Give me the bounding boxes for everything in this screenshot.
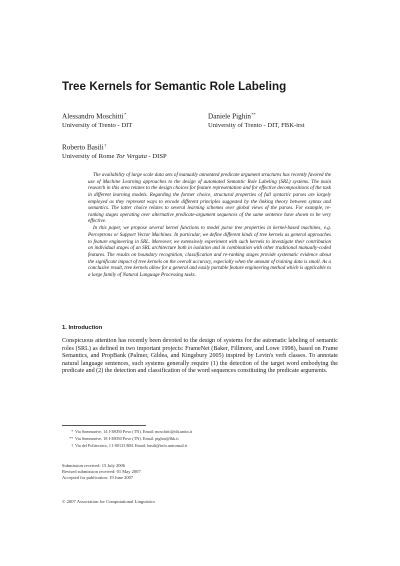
author-affiliation: University of Rome Tor Vergata - DISP [62,152,167,160]
footnote-mark: † [71,443,73,448]
copyright-notice: © 2007 Association for Computational Linguistics [62,499,155,504]
intro-paragraph: Conspicuous attention has recently been devoted to the design of systems for the automatic labeling of semantic roles (SRL) as defined in two important projects: FrameNet (Baker, Fillmore, and Lowe 1998), based on Frame Semantics, and PropBank (Palmer, Gildea, and Kingsbury 2005) inspired by Levin's verb classes. To annotate natural language sentences, such systems generally require (1) the detection of the target word embodying the predicate and (2) the detection and classification of the word sequences constituting the predicate arguments. [62,338,338,375]
paper-title: Tree Kernels for Semantic Role Labeling [62,80,287,93]
section-heading: 1. Introduction [62,325,103,331]
history-line: Submission received: 15 July 2006 [62,463,125,468]
footnote: * Via Sommarive, 14 I-38050 Povo (TN). Email: moschitti@dit.unitn.it [62,429,342,436]
submission-history [62,463,242,481]
footnote-mark: * [71,430,73,434]
footnotes [62,429,342,449]
footnote-rule [62,425,146,426]
author-affiliation: University of Trento - DIT [62,121,133,129]
footnote-mark: ** [69,436,73,441]
footnote-mark: ** [251,112,256,117]
author-name: Roberto Basili† [62,143,107,152]
abstract-paragraph: In this paper, we propose several kernel functions to model parse tree properties in kernel-based machines, e.g. Perceptrons or Support Vector Machines. In particular, we define different kinds of tree kernels as general approaches to feature engineering in SRL. Moreover, we extensively experiment with such kernels to investigate their contribution on individual stages of an SRL architecture both in isolation and in combination with other traditional manually-coded features. The results on boundary recognition, classification and re-ranking stages provide systematic evidence about the significant impact of tree kernels on the overall accuracy, especially when the amount of training data is small. As a conclusive result, tree kernels allow for a general and easily portable feature engineering method which is applicable to a large family of Natural Language Processing tasks. [88,225,331,278]
author-block-moschitti [62,110,132,130]
author-name: Alessandro Moschitti* [62,112,127,121]
author-affiliation: University of Trento - DIT, FBK-irst [208,121,305,129]
footnote-mark: * [124,112,127,117]
author-name: Daniele Pighin** [208,112,256,121]
author-block-basili [62,141,167,161]
history-line: Revised submission received: 01 May 2007 [62,469,141,474]
history-line: Accepted for publication: 19 June 2007 [62,475,134,480]
abstract [88,172,331,278]
abstract-paragraph: The availability of large scale data sets of manually annotated predicate argument structures has recently favored the use of Machine Learning approaches to the design of automated Semantic Role Labeling (SRL) systems. The main research in this area relates to the design choices for feature representation and for effective decompositions of the task in different learning models. Regarding the former choice, structural properties of full syntactic parses are largely employed as they represent ways to encode different principles suggested by the linking theory between syntax and semantics. The latter choice relates to several learning schemes over global views of the parses. For example, re-ranking stages operating over alternative predicate-argument sequences of the same sentence have shown to be very effective. [88,172,331,225]
footnote: † Via del Politecnico, 1 I-00133 RM. Email: basili@info.uniroma2.it [62,443,342,450]
author-block-pighin [208,110,305,130]
footnote-mark: † [104,143,107,148]
footnote: ** Via Sommarive, 18 I-38050 Povo (TN). Email: pighin@fbk.it [62,436,342,443]
